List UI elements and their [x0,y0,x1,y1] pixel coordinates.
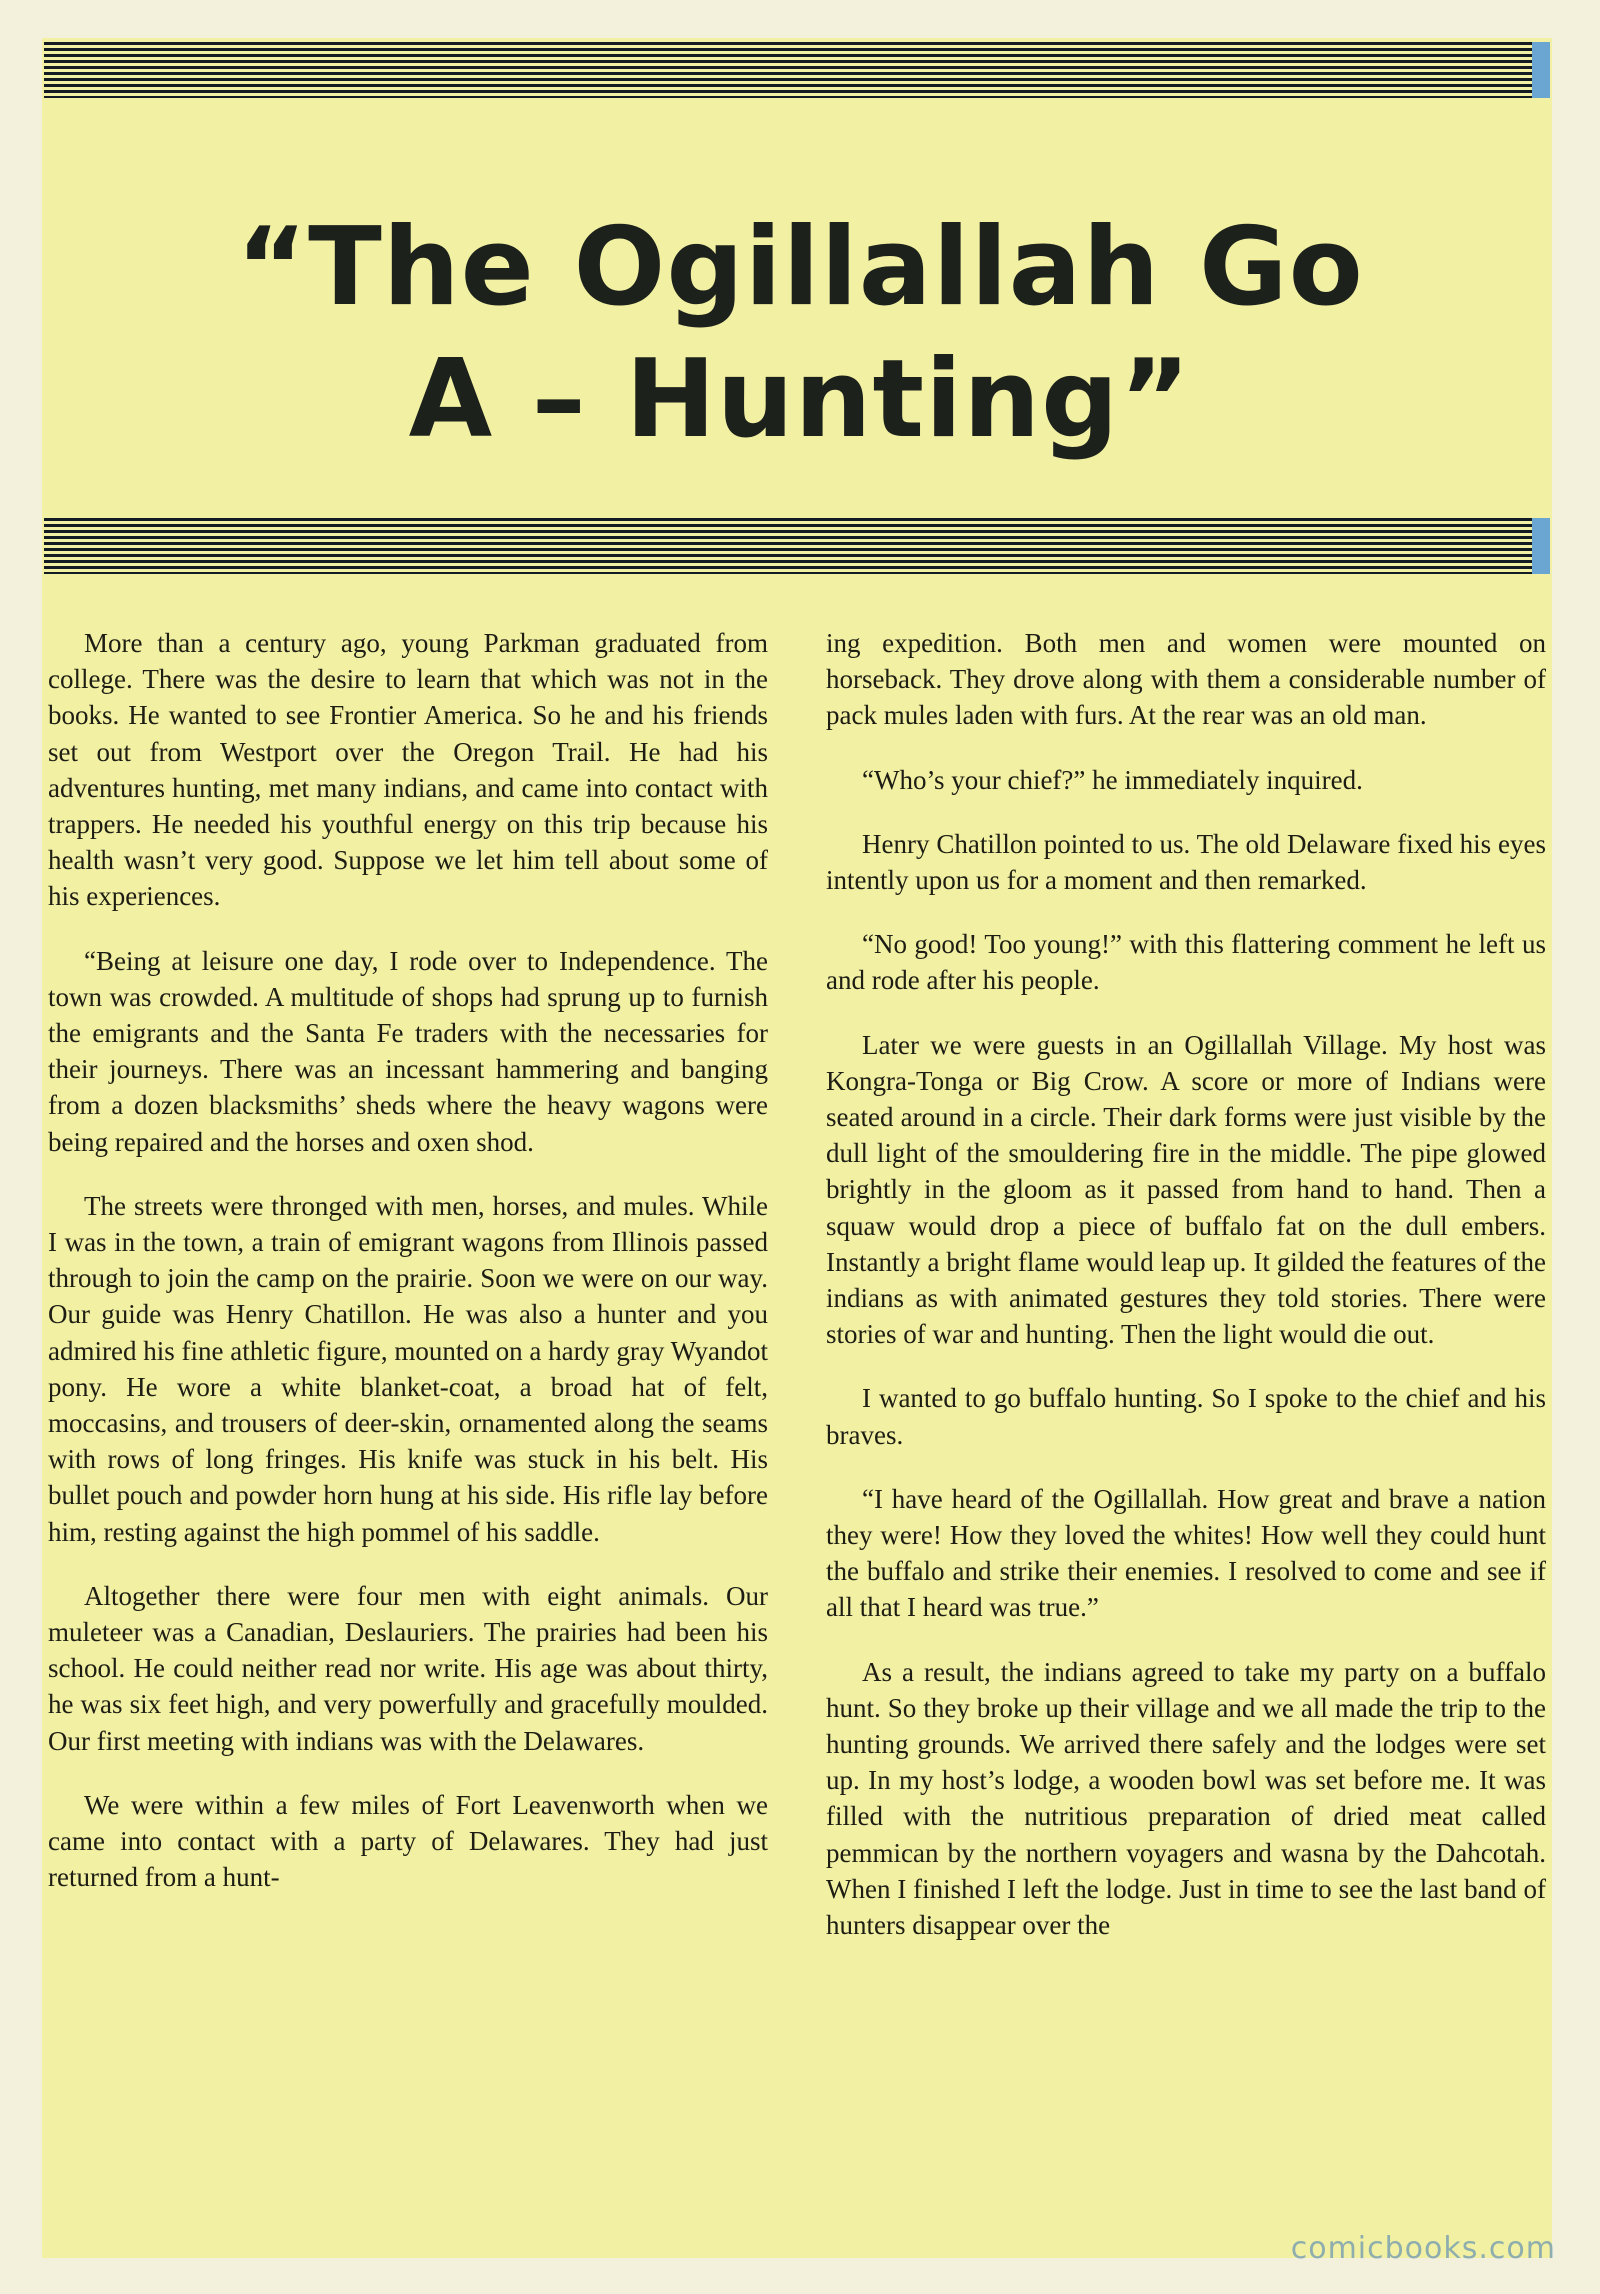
top-border-rule [44,42,1550,98]
paragraph: Later we were guests in an Ogillallah Village. My host was Kongra-Tonga or Big Crow. A score or more of Indians were seated around in a circle. Their dark forms were just visible by the dull light of the smouldering fire in the middle. The pipe glowed brightly in the gloom as it passed from hand to hand. Then a squaw would drop a piece of buffalo fat on the dull embers. Instantly a bright flame would leap up. It gilded the features of the indians as with animated gestures they told stories. There were stories of war and hunting. Then the light would die out. [826,1029,1546,1350]
paragraph: “Being at leisure one day, I rode over to Independence. The town was crowded. A multitude of shops had sprung up to furnish the emigrants and the Santa Fe traders with the necessaries for their journeys. There was an incessant hammering and banging from a dozen blacksmiths’ sheds where the heavy wagons were being repaired and the horses and oxen shod. [48,945,768,1157]
left-column [48,625,768,2265]
title-line-2: A – Hunting” [408,337,1192,463]
bottom-border-rule [44,518,1550,574]
story-title [60,202,1540,466]
title-line-1: “The Ogillallah Go [236,205,1364,331]
paragraph: Altogether there were four men with eight animals. Our muleteer was a Canadian, Deslauriers. The prairies had been his school. He could neither read nor write. His age was about thirty, he was six feet high, and very powerfully and gracefully moulded. Our first meeting with indians was with the Delawares. [48,1580,768,1756]
paragraph: Henry Chatillon pointed to us. The old Delaware fixed his eyes intently upon us for a moment and then remarked. [826,828,1546,896]
paragraph: ing expedition. Both men and women were mounted on horseback. They drove along with them a considerable number of pack mules laden with furs. At the rear was an old man. [826,628,1546,731]
paragraph: The streets were thronged with men, horses, and mules. While I was in the town, a train of emigrant wagons from Illinois passed through to join the camp on the prairie. Soon we were on our way. Our guide was Henry Chatillon. He was also a hunter and you admired his fine athletic figure, mounted on a hardy gray Wyandot pony. He wore a white blanket-coat, a broad hat of felt, moccasins, and trousers of deer-skin, ornamented along the seams with rows of long fringes. His knife was stuck in his belt. His bullet pouch and powder horn hung at his side. His rifle lay before him, resting against the high pommel of his saddle. [48,1190,768,1547]
right-column [826,625,1546,2265]
paragraph: “No good! Too young!” with this flattering comment he left us and rode after his people. [826,929,1546,996]
paragraph: We were within a few miles of Fort Leavenworth when we came into contact with a party of Delawares. They had just returned from a hunt- [48,1789,768,1893]
paragraph: I wanted to go buffalo hunting. So I spoke to the chief and his braves. [826,1383,1546,1450]
paragraph: “I have heard of the Ogillallah. How great and brave a nation they were! How they loved the whites! How well they could hunt the buffalo and strike their enemies. I resolved to come and see if all that I heard was true.” [826,1483,1546,1623]
paragraph: More than a century ago, young Parkman graduated from college. There was the desire to learn that which was not in the books. He wanted to see Frontier America. So he and his friends set out from Westport over the Oregon Trail. He had his adventures hunting, met many indians, and came into contact with trappers. He needed his youthful energy on this trip because his health wasn’t very good. Suppose we let him tell about some of his experiences. [48,628,768,912]
paragraph: As a result, the indians agreed to take my party on a buffalo hunt. So they broke up their village and we all made the trip to the hunting grounds. We arrived there safely and the lodges were set up. In my host’s lodge, a wooden bowl was set before me. It was filled with the nutritious preparation of dried meat called pemmican by the northern voyagers and wasna by the Dahcotah. When I finished I left the lodge. Just in time to see the last band of hunters disappear over the [826,1656,1546,1941]
watermark: comicbooks.com [1290,2231,1556,2266]
paragraph: “Who’s your chief?” he immediately inquired. [862,764,1363,795]
